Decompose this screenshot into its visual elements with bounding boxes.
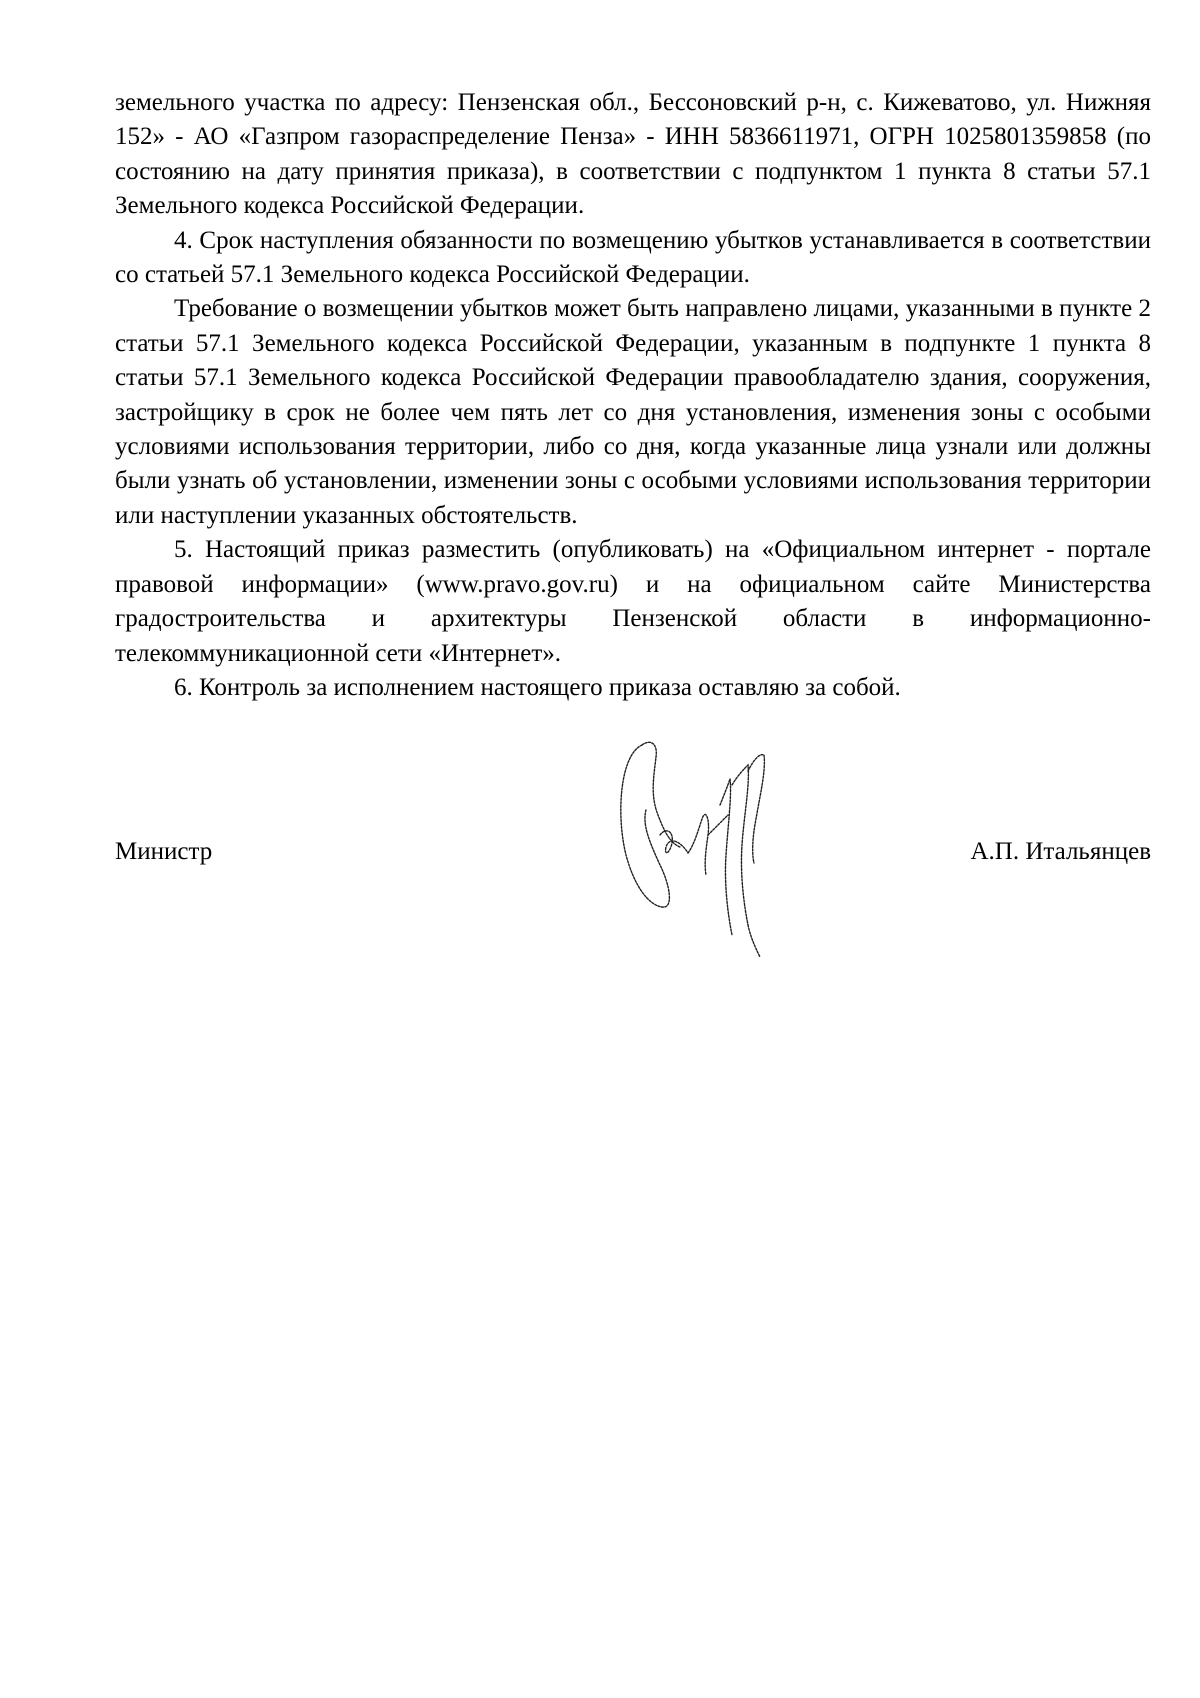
- signature-row: [115, 835, 1151, 875]
- paragraph-continuation: земельного участка по адресу: Пензенская обл., Бессоновский р-н, с. Кижеватово, ул. Нижняя 152» - АО «Газпром газораспределение Пенза» - ИНН 5836611971, ОГРН 1025801359858 (по состоянию на дату принятия приказа), в соответствии с подпунктом 1 пункта 8 статьи 57.1 Земельного кодекса Российской Федерации.: [115, 89, 1151, 220]
- paragraph-item-4: 4. Срок наступления обязанности по возмещению убытков устанавливается в соответствии со статьей 57.1 Земельного кодекса Российской Федерации.: [115, 226, 1151, 289]
- signatory-position: Министр: [115, 838, 213, 865]
- paragraph-item-6: 6. Контроль за исполнением настоящего приказа оставляю за собой.: [174, 673, 901, 701]
- paragraph-item-5: 5. Настоящий приказ разместить (опубликовать) на «Официальном интернет - портале правовой информации» (www.pravo.gov.ru) и на официальном сайте Министерства градостроительства и архитектуры Пензенской области в информационно-телекоммуникационной сети «Интернет».: [115, 536, 1151, 667]
- paragraph-damages-claim: Требование о возмещении убытков может быть направлено лицами, указанными в пункте 2 статьи 57.1 Земельного кодекса Российской Федерации, указанным в подпункте 1 пункта 8 статьи 57.1 Земельного кодекса Российской Федерации правообладателю здания, сооружения, застройщику в срок не более чем пять лет со дня установления, изменения зоны с особыми условиями использования территории, либо со дня, когда указанные лица узнали или должны были узнать об установлении, изменении зоны с особыми условиями использования территории или наступлении указанных обстоятельств.: [115, 295, 1151, 529]
- signatory-name: А.П. Итальянцев: [970, 838, 1151, 865]
- document-body: [115, 86, 1151, 705]
